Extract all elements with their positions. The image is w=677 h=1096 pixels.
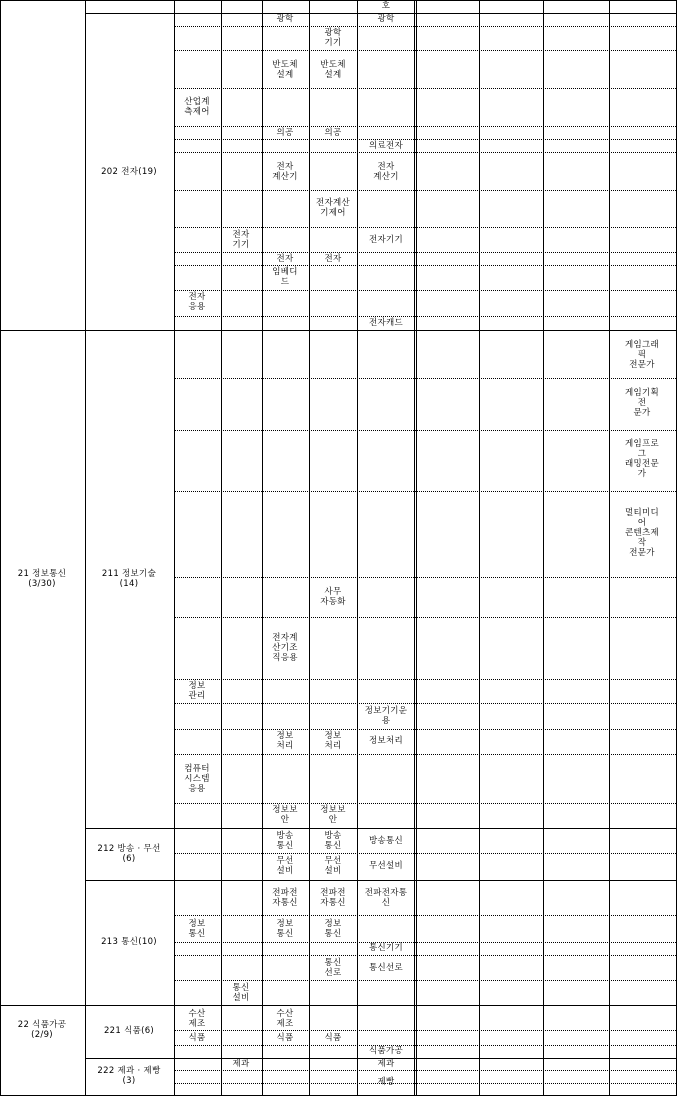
group-label: 221 식품(6) [103, 1026, 155, 1036]
table-cell: 무선설비 [368, 861, 404, 871]
grid-line [85, 0, 86, 1096]
table-cell: 멀티미디어 콘텐츠제작 전문가 [624, 508, 660, 558]
table-cell: 방송 통신 [276, 831, 294, 851]
grid-line [0, 0, 677, 1]
table-cell: 의료전자 [368, 141, 404, 151]
table-cell: 전자 계산기 [373, 162, 399, 182]
table-cell: 정보 처리 [276, 731, 294, 751]
grid-line [174, 152, 676, 153]
table-cell: 반도체 설계 [272, 60, 298, 80]
grid-line [174, 703, 676, 704]
table-cell: 전자계 산기조 직응용 [272, 633, 298, 663]
grid-line [174, 803, 676, 804]
grid-line [479, 0, 480, 1096]
group-label: 21 정보통신 (3/30) [17, 569, 67, 589]
grid-line [174, 252, 676, 253]
table-cell: 게임그래픽 전문가 [624, 340, 660, 370]
group-label: 211 정보기술 (14) [101, 569, 157, 589]
grid-line [174, 1045, 676, 1046]
table-cell: 반도체 설계 [320, 60, 346, 80]
group-label: 212 방송 · 무선 (6) [97, 844, 161, 864]
table-cell: 전자 계산기 [272, 162, 298, 182]
table-cell: 의공 [324, 128, 342, 138]
table-cell: 정보 관리 [188, 681, 206, 701]
table-cell: 정보 통신 [324, 919, 342, 939]
table-cell: 통신 선로 [324, 958, 342, 978]
grid-line [174, 853, 676, 854]
table-cell: 전자캐드 [368, 318, 404, 328]
table-cell: 정보기기운 용 [364, 706, 408, 726]
grid-line [174, 617, 676, 618]
grid-line [174, 754, 676, 755]
table-cell: 전자 [324, 254, 342, 264]
table-cell: 전자기기 [368, 235, 404, 245]
table-cell: 통신선로 [368, 963, 404, 973]
grid-line [262, 0, 263, 1096]
table-cell: 식품 [188, 1033, 206, 1043]
grid-line [174, 729, 676, 730]
grid-line [416, 0, 417, 1096]
table-cell: 무선 설비 [276, 856, 294, 876]
grid-line [609, 0, 610, 1096]
grid-line [174, 50, 676, 51]
table-cell: 정보보 안 [320, 805, 346, 825]
grid-line [174, 679, 676, 680]
grid-line [174, 126, 676, 127]
table-cell: 임베디 드 [272, 267, 298, 287]
table-cell: 광학 기기 [324, 28, 342, 48]
grid-line [174, 290, 676, 291]
table-cell: 정보 통신 [188, 919, 206, 939]
grid-line [174, 316, 676, 317]
table-cell: 방송 통신 [324, 831, 342, 851]
grid-line [174, 378, 676, 379]
grid-line [174, 227, 676, 228]
table-cell: 호 [381, 1, 391, 11]
grid-line [174, 980, 676, 981]
grid-line [174, 139, 676, 140]
table-cell: 전자 기기 [232, 230, 250, 250]
table-cell: 제빵 [377, 1077, 395, 1087]
table-cell: 정보 통신 [276, 919, 294, 939]
table-cell: 식품가공 [368, 1046, 404, 1056]
grid-line [0, 330, 677, 331]
grid-line [357, 0, 358, 1096]
table-cell: 제과 [232, 1059, 250, 1069]
table-cell: 식품 [324, 1033, 342, 1043]
grid-line [174, 491, 676, 492]
table-cell: 전파전 자통신 [272, 888, 298, 908]
grid-line [174, 1083, 676, 1084]
grid-line [174, 190, 676, 191]
group-label: 202 전자(19) [101, 167, 157, 177]
table-cell: 전자 응용 [188, 292, 206, 312]
grid-line [221, 0, 222, 1096]
table-cell: 광학 [276, 14, 294, 24]
table-cell: 광학 [377, 14, 395, 24]
table-cell: 게임기획전 문가 [624, 388, 660, 418]
grid-line [174, 955, 676, 956]
table-cell: 정보보 안 [272, 805, 298, 825]
table-cell: 정보처리 [368, 736, 404, 746]
grid-line [174, 1030, 676, 1031]
grid-line [174, 430, 676, 431]
group-label: 213 통신(10) [101, 937, 157, 947]
grid-line [414, 0, 415, 1096]
grid-line [0, 1005, 677, 1006]
grid-line [0, 0, 1, 1096]
grid-line [174, 26, 676, 27]
grid-line [174, 265, 676, 266]
table-cell: 사무 자동화 [320, 587, 346, 607]
table-cell: 통신 설비 [232, 983, 250, 1003]
table-cell: 통신기기 [368, 943, 404, 953]
table-cell: 게임프로그 래밍전문가 [624, 439, 660, 479]
table-cell: 산업계 측제어 [184, 97, 210, 117]
table-cell: 컴퓨터 시스템 응용 [184, 764, 210, 794]
table-cell: 전자 [276, 254, 294, 264]
group-label: 222 제과 · 제빵 (3) [97, 1066, 161, 1086]
table-cell: 수산 제조 [188, 1009, 206, 1029]
table-cell: 전파전자통 신 [364, 888, 408, 908]
grid-line [174, 1070, 676, 1071]
grid-line [543, 0, 544, 1096]
grid-line [85, 828, 676, 829]
table-cell: 의공 [276, 128, 294, 138]
grid-line [85, 880, 676, 881]
grid-line [174, 915, 676, 916]
table-cell: 전자계산 기제어 [315, 198, 351, 218]
table-cell: 제과 [377, 1059, 395, 1069]
group-label: 22 식품가공 (2/9) [17, 1020, 67, 1040]
grid-line [174, 942, 676, 943]
grid-line [174, 0, 175, 1096]
table-cell: 전파전 자통신 [320, 888, 346, 908]
table-cell: 정보 처리 [324, 731, 342, 751]
grid-line [309, 0, 310, 1096]
grid-line [174, 577, 676, 578]
table-cell: 방송통신 [368, 836, 404, 846]
table-cell: 무선 설비 [324, 856, 342, 876]
grid-line [174, 88, 676, 89]
table-cell: 식품 [276, 1033, 294, 1043]
table-cell: 수산 제조 [276, 1009, 294, 1029]
